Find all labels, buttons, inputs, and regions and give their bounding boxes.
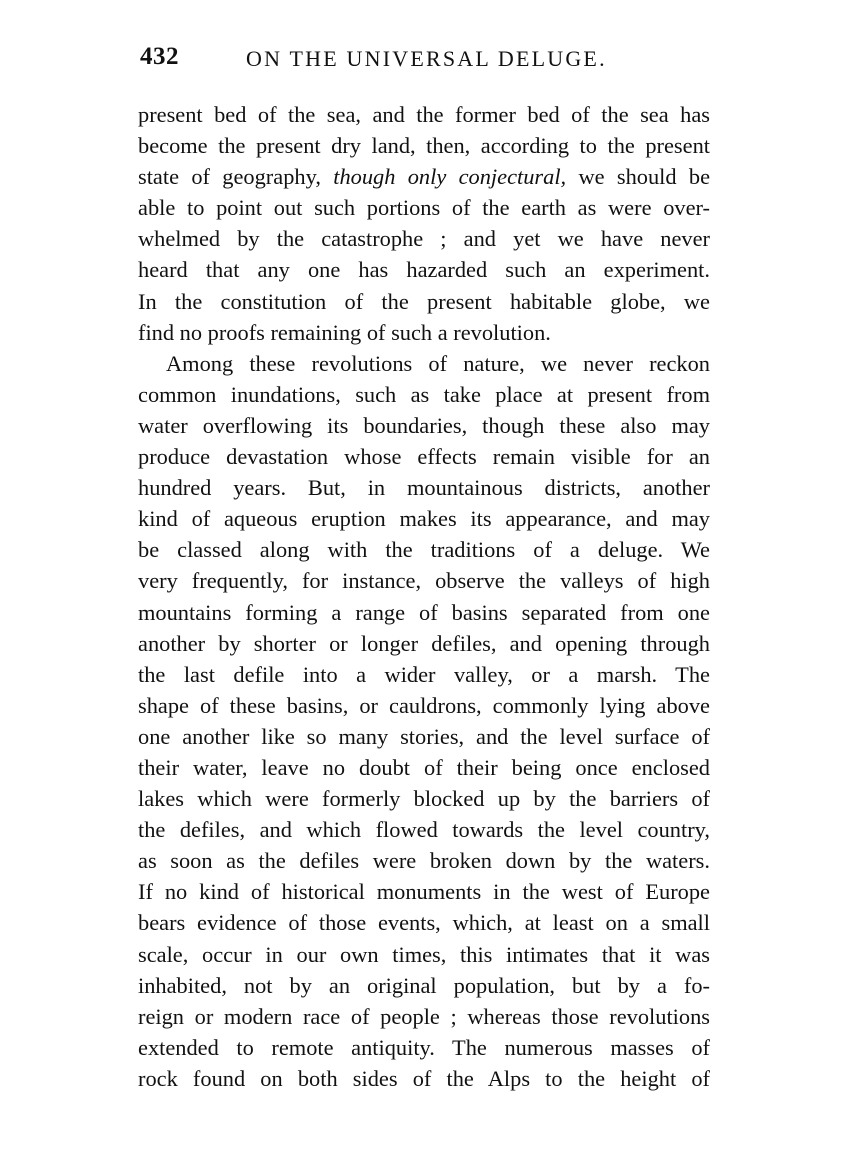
text-line-17: mountains forming a range of basins separated from one: [138, 599, 710, 625]
text-line-23: lakes which were formerly blocked up by the barriers of: [138, 786, 710, 812]
text-line-31: extended to remote antiquity. The numerous masses of: [138, 1034, 710, 1060]
text-line-30: reign or modern race of people ; whereas those revolutions: [138, 1003, 710, 1029]
text-line-16: very frequently, for instance, observe the valleys of high: [138, 568, 710, 594]
text-line-24: the defiles, and which flowed towards the level country,: [138, 817, 710, 843]
text-line-25: as soon as the defiles were broken down by the waters.: [138, 848, 710, 874]
text-line-32: rock found on both sides of the Alps to the height of: [138, 1065, 710, 1091]
text-line-27: bears evidence of those events, which, at least on a small: [138, 910, 710, 936]
text-line-20: shape of these basins, or cauldrons, commonly lying above: [138, 692, 710, 718]
text-line-14: kind of aqueous eruption makes its appearance, and may: [138, 506, 710, 532]
text-line-1: present bed of the sea, and the former bed of the sea has: [138, 102, 710, 127]
text-line-29: inhabited, not by an original population, but by a fo-: [138, 972, 710, 998]
text-line-2: become the present dry land, then, according to the present: [138, 133, 710, 159]
text-line-22: their water, leave no doubt of their being once enclosed: [138, 754, 710, 780]
text-line-6: heard that any one has hazarded such an experiment.: [138, 257, 710, 283]
text-line-19: the last defile into a wider valley, or a marsh. The: [138, 661, 710, 687]
text-line-12: produce devastation whose effects remain visible for an: [138, 444, 710, 470]
text-line-3: [138, 161, 710, 192]
text-line-5: whelmed by the catastrophe ; and yet we have never: [138, 226, 710, 252]
text-line-28: scale, occur in our own times, this intimates that it was: [138, 941, 710, 967]
text-line-11: water overflowing its boundaries, though these also may: [138, 412, 710, 438]
text-line-15: be classed along with the traditions of a deluge. We: [138, 537, 710, 563]
text-line-13: hundred years. But, in mountainous districts, another: [138, 475, 710, 501]
running-head: [140, 43, 720, 77]
text-line-21: one another like so many stories, and the level surface of: [138, 723, 710, 749]
text-line-7: In the constitution of the present habitable globe, we: [138, 288, 710, 314]
body-text: [138, 99, 710, 1094]
text-line-18: another by shorter or longer defiles, and opening through: [138, 630, 710, 656]
text-line-4: able to point out such portions of the earth as were over-: [138, 195, 710, 221]
italic-phrase: though only conjectural,: [333, 164, 567, 190]
text-line-3-start: state of geography,: [138, 164, 334, 190]
text-line-26: If no kind of historical monuments in the west of Europe: [138, 879, 710, 905]
text-line-8: find no proofs remaining of such a revolution.: [138, 319, 551, 345]
text-line-10: common inundations, such as take place at present from: [138, 381, 710, 407]
text-line-3-end: we should be: [566, 164, 711, 190]
running-title: ON THE UNIVERSAL DELUGE.: [246, 46, 607, 71]
page-number: 432: [140, 43, 179, 70]
text-line-9: Among these revolutions of nature, we never reckon: [166, 350, 710, 376]
